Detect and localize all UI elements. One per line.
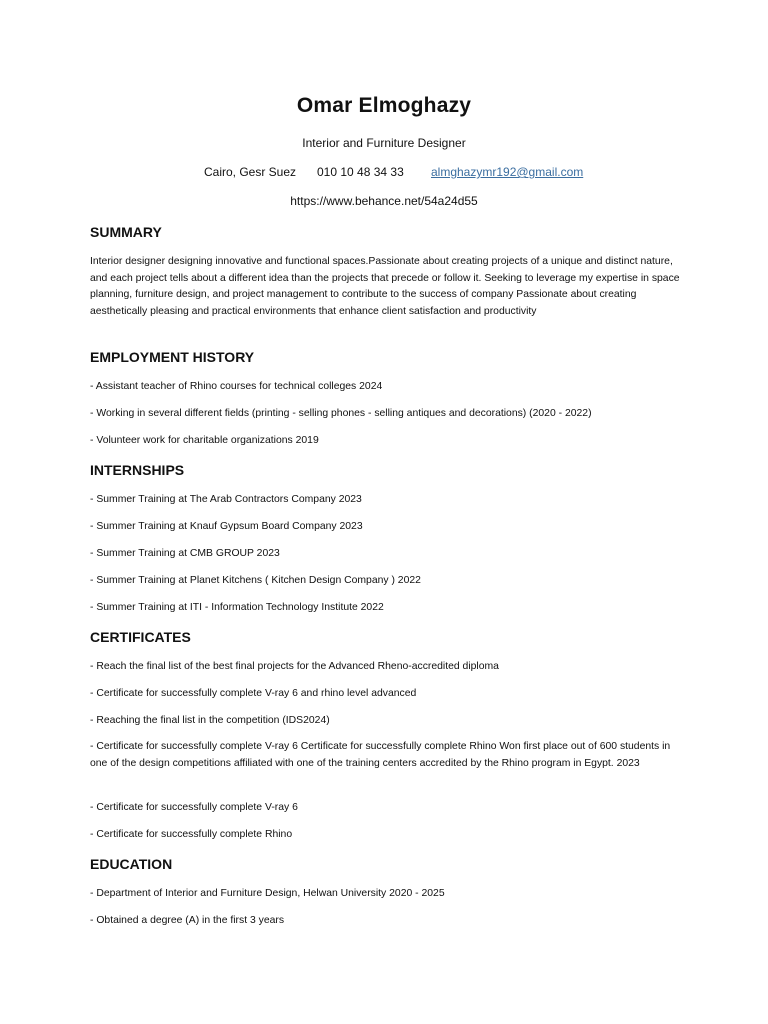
email-link[interactable]: almghazymr192@gmail.com bbox=[431, 165, 584, 179]
job-title: Interior and Furniture Designer bbox=[302, 136, 466, 150]
list-item: - Certificate for successfully complete Rhino bbox=[90, 829, 293, 840]
phone: 010 10 48 34 33 bbox=[317, 165, 404, 179]
list-item: - Volunteer work for charitable organizations 2019 bbox=[90, 435, 319, 446]
list-item: - Summer Training at ITI - Information Technology Institute 2022 bbox=[90, 602, 384, 613]
internships-heading: INTERNSHIPS bbox=[90, 462, 185, 478]
list-item: - Summer Training at Planet Kitchens ( Kitchen Design Company ) 2022 bbox=[90, 575, 421, 586]
list-item: - Summer Training at The Arab Contractors Company 2023 bbox=[90, 494, 362, 505]
summary-text: Interior designer designing innovative and functional spaces.Passionate about creating projects of a unique and distinct nature, and each project tells about a different idea than the projects that precede or follow it. Seeking to leverage my expertise in space planning, furniture design, and project management to contribute to the success of company Passionate about creating aesthetically pleasing and practical environments that enhance client satisfaction and productivity bbox=[90, 256, 680, 317]
education-heading: EDUCATION bbox=[90, 856, 173, 872]
list-item: - Reaching the final list in the competition (IDS2024) bbox=[90, 715, 330, 726]
list-item: - Summer Training at CMB GROUP 2023 bbox=[90, 548, 280, 559]
list-item: - Reach the final list of the best final projects for the Advanced Rheno-accredited diploma bbox=[90, 661, 499, 672]
website-link[interactable]: https://www.behance.net/54a24d55 bbox=[290, 194, 478, 208]
list-item: - Certificate for successfully complete V-ray 6 Certificate for successfully complete Rhino Won first place out of 600 students in one of the design competitions affiliated with one of the training centers accredited by the Rhino program in Egypt. 2023 bbox=[90, 741, 671, 769]
list-item: - Department of Interior and Furniture Design, Helwan University 2020 - 2025 bbox=[90, 888, 445, 899]
list-item: - Certificate for successfully complete V-ray 6 and rhino level advanced bbox=[90, 688, 417, 699]
certificates-heading: CERTIFICATES bbox=[90, 629, 191, 645]
summary-heading: SUMMARY bbox=[90, 224, 162, 240]
employment-heading: EMPLOYMENT HISTORY bbox=[90, 349, 255, 365]
list-item: - Summer Training at Knauf Gypsum Board Company 2023 bbox=[90, 521, 363, 532]
list-item: - Assistant teacher of Rhino courses for technical colleges 2024 bbox=[90, 381, 383, 392]
person-name: Omar Elmoghazy bbox=[296, 94, 472, 117]
list-item: - Certificate for successfully complete V-ray 6 bbox=[90, 802, 298, 813]
location: Cairo, Gesr Suez bbox=[204, 165, 297, 179]
list-item: - Obtained a degree (A) in the first 3 years bbox=[90, 915, 285, 926]
list-item: - Working in several different fields (printing - selling phones - selling antiques and decorations) (2020 - 2022) bbox=[90, 408, 592, 419]
